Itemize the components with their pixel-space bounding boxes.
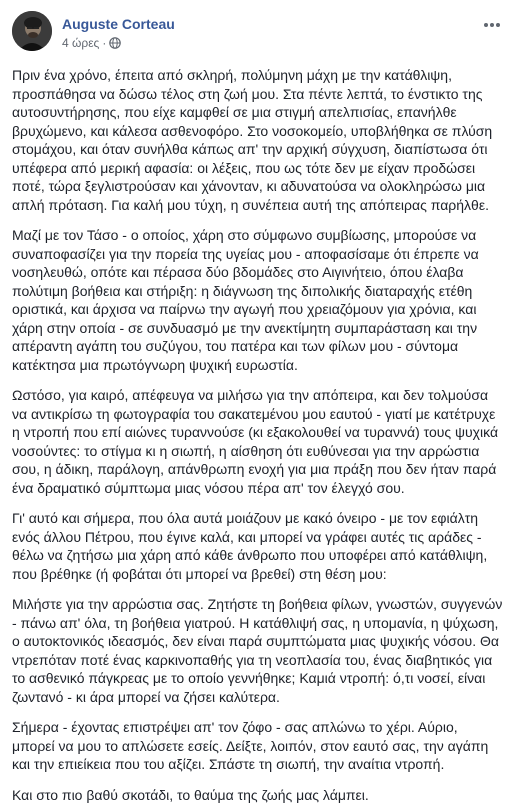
post-paragraph-7: Και στο πιο βαθύ σκοτάδι, το θαύμα της ζωής μας λάμπει. bbox=[12, 786, 504, 804]
post-paragraph-3: Ωστόσο, για καιρό, απέφευγα να μιλήσω για την απόπειρα, και δεν τολμούσα να αντικρίσω τη φωτογραφία του σακατεμένου μου εαυτού - γιατί με κατέτρυχε η ντροπή που επί αιώνες τυραννούσε (κι εξακολουθεί να τυραννά) τους ψυχικά νοσούντες: το στίγμα κι η σιωπή, η αίσθηση ότι ευθύνεσαι για την αρρώστια σου, η άδικη, παράλογη, απάνθρωπη ενοχή για μια πράξη που δεν ήταν παρά ένα δραματικό σύμπτωμα μιας νόσου πέρα απ' τον έλεγχό σου. bbox=[12, 386, 504, 497]
post-header bbox=[12, 8, 508, 60]
post-paragraph-2: Μαζί με τον Τάσο - ο οποίος, χάρη στο σύμφωνο συμβίωσης, μπορούσε να συναποφασίζει για την πορεία της υγείας μου - αποφασίσαμε ότι έπρεπε να νοσηλευθώ, οπότε και πέρασα δύο βδομάδες στο Αιγινήτειο, όπου έλαβα πολύτιμη βοήθεια και στήριξη: η διάγνωση της διπολικής διαταραχής ετέθη οριστικά, και άρχισα να παίρνω την αγωγή που χρειαζόμουν για χρόνια, και χάρη στην οποία - σε συνδυασμό με την ανεκτίμητη συμπαράσταση και την απέραντη αγάπη του συζύγου, του πατέρα και των φίλων μου - σύντομα κατέκτησα μια πρωτόγνωρη ψυχική ευρωστία. bbox=[12, 226, 504, 374]
more-options-icon[interactable] bbox=[482, 18, 502, 32]
post-meta bbox=[62, 36, 121, 50]
author-name[interactable]: Auguste Corteau bbox=[62, 16, 175, 32]
post-timestamp[interactable]: 4 ώρες bbox=[62, 36, 99, 50]
globe-icon[interactable] bbox=[109, 37, 121, 49]
post-paragraph-4: Γι' αυτό και σήμερα, που όλα αυτά μοιάζουν με κακό όνειρο - με τον εφιάλτη ενός άλλου Πέτρου, που έγινε καλά, και μπορεί να γράφει αυτές τις αράδες - θέλω να ζητήσω μια χάρη από κάθε άνθρωπο που υποφέρει από κατάθλιψη, που βρέθηκε (ή φοβάται ότι μπορεί να βρεθεί) στη θέση μου: bbox=[12, 509, 504, 583]
post-paragraph-1: Πριν ένα χρόνο, έπειτα από σκληρή, πολύμηνη μάχη με την κατάθλιψη, προσπάθησα να δώσω τέλος στη ζωή μου. Στα πέντε λεπτά, το ένστικτο της αυτοσυντήρησης, που είχε καμφθεί σε μια στιγμή απελπισίας, επανήλθε βρυχώμενο, και κάλεσα ασθενοφόρο. Στο νοσοκομείο, υποβλήθηκα σε πλύση στομάχου, και όταν συνήλθα κάπως απ' την αρχική σύγχυση, διαπίστωσα ότι υπέφερα από μερική αφασία: οι λέξεις, που ως τότε δεν με είχαν προδώσει ποτέ, τώρα ξεγλιστρούσαν και χάνονταν, κι αδυνατούσα να ολοκληρώσω μια απλή πρόταση. Για καλή μου τύχη, η συνέπεια αυτή της απόπειρας παρήλθε. bbox=[12, 66, 504, 214]
meta-separator: · bbox=[102, 36, 106, 50]
avatar[interactable] bbox=[12, 11, 52, 51]
post-paragraph-6: Σήμερα - έχοντας επιστρέψει απ' τον ζόφο - σας απλώνω το χέρι. Αύριο, μπορεί να μου το απλώσετε εσείς. Δείξτε, λοιπόν, στον εαυτό σας, την αγάπη και την επιείκεια που του αξίζει. Σπάστε τη σιωπή, την αναίτια ντροπή. bbox=[12, 718, 504, 774]
post-body bbox=[12, 66, 508, 804]
post-paragraph-5: Μιλήστε για την αρρώστια σας. Ζητήστε τη βοήθεια φίλων, γνωστών, συγγενών - πάνω απ' όλα, τη βοήθεια γιατρού. Η κατάθλιψή σας, η υπομανία, η ψύχωση, ο αυτοκτονικός ιδεασμός, δεν είναι παρά συμπτώματα μιας ψυχικής νόσου. Θα ντρεπόταν ποτέ ένας καρκινοπαθής για τη νεοπλασία του, ένας διαβητικός για το ασθενικό πάγκρεας με το οποίο γεννήθηκε; Καμιά ντροπή: ό,τι νοσεί, είναι ζωντανό - κι άρα μπορεί να ζήσει καλύτερα. bbox=[12, 595, 504, 706]
